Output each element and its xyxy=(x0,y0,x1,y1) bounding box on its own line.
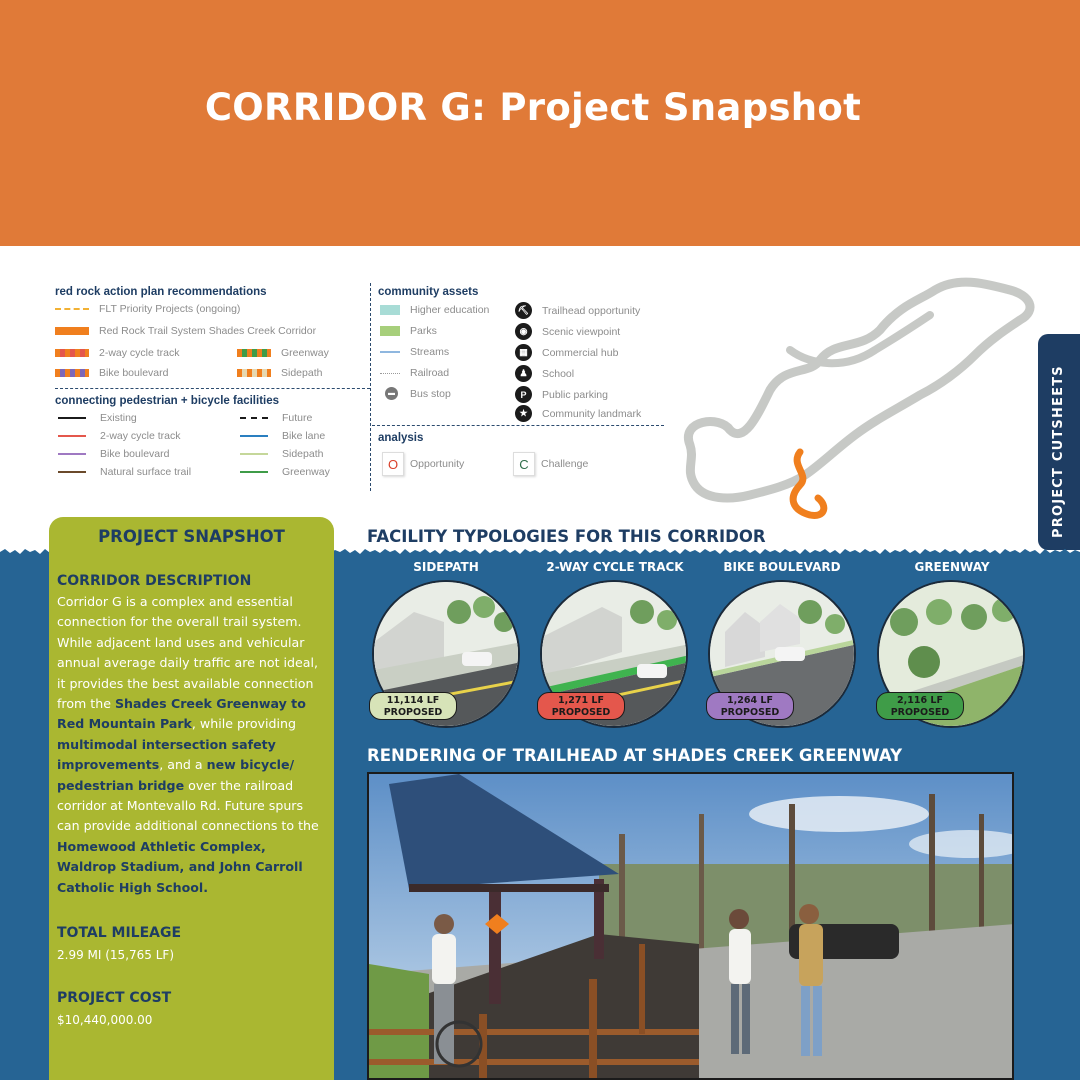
legend-item-streams: Streams xyxy=(380,346,449,358)
legend-item-red-rock-corridor: Red Rock Trail System Shades Creek Corridor xyxy=(55,325,316,337)
bike-lane-line xyxy=(240,435,268,437)
legend-heading-analysis: analysis xyxy=(378,432,424,444)
page-title: CORRIDOR G: Project Snapshot xyxy=(204,86,862,129)
legend-item-greenway: Greenway xyxy=(237,347,329,359)
typology-badge-sidepath: 11,114 LF PROPOSED xyxy=(369,692,457,720)
legend-item-commercial: ▦ Commercial hub xyxy=(515,344,618,361)
legend-item-connect-bike-boulevard: Bike boulevard xyxy=(58,448,169,460)
legend-item-trailhead: ⛏ Trailhead opportunity xyxy=(515,302,640,319)
trailhead-rendering xyxy=(367,772,1014,1080)
project-cost-value: $10,440,000.00 xyxy=(57,1013,153,1027)
cycle-track-line xyxy=(58,435,86,437)
opportunity-marker: O xyxy=(382,452,404,476)
school-icon: ♟ xyxy=(515,365,532,382)
legend-item-parks: Parks xyxy=(380,325,437,337)
total-mileage-heading: TOTAL MILEAGE xyxy=(57,925,182,941)
bus-stop-icon: ▬ xyxy=(385,387,398,400)
typology-badge-greenway: 2,116 LF PROPOSED xyxy=(876,692,964,720)
legend-item-connect-sidepath: Sidepath xyxy=(240,448,323,460)
hiker-icon: ⛏ xyxy=(515,302,532,319)
legend-item-bus-stop: ▬ Bus stop xyxy=(385,387,451,400)
sidepath-line xyxy=(240,453,268,455)
star-icon: ★ xyxy=(515,405,532,422)
legend-item-future: Future xyxy=(240,412,312,424)
legend-item-existing: Existing xyxy=(58,412,137,424)
parking-icon: P xyxy=(515,386,532,403)
facility-typologies-heading: FACILITY TYPOLOGIES FOR THIS CORRIDOR xyxy=(367,527,766,546)
greenway-swatch xyxy=(237,349,271,357)
legend-vertical-divider xyxy=(370,283,371,491)
eye-icon: ◉ xyxy=(515,323,532,340)
shop-icon: ▦ xyxy=(515,344,532,361)
typology-label-cycle-track: 2-WAY CYCLE TRACK xyxy=(546,560,684,574)
sidepath-swatch xyxy=(237,369,271,377)
legend-item-railroad: Railroad xyxy=(380,367,449,379)
legend-item-natural-trail: Natural surface trail xyxy=(58,466,191,478)
corridor-description-heading: CORRIDOR DESCRIPTION xyxy=(57,573,252,589)
corridor-description: Corridor G is a complex and essential connection for the overall trail system. While adjacent land uses and vehicular annual average daily traffic are not ideal, it provides the best available connection from the Shades Creek Greenway to Red Mountain Park, while providing multimodal intersection safety improvements, and a new bicycle/ pedestrian bridge over the railroad corridor at Montevallo Rd. Future spurs can provide additional connections to the Homewood Athletic Complex, Waldrop Stadium, and John Carroll Catholic High School. xyxy=(57,594,319,895)
legend-item-challenge: C Challenge xyxy=(513,452,588,476)
dashed-line-swatch xyxy=(55,308,89,310)
legend-item-opportunity: O Opportunity xyxy=(382,452,464,476)
legend-item-connect-cycle-track: 2-way cycle track xyxy=(58,430,181,442)
legend-heading-community: community assets xyxy=(378,286,479,298)
greenway-line xyxy=(240,471,268,473)
typology-label-bike-boulevard: BIKE BOULEVARD xyxy=(723,560,841,574)
natural-trail-line xyxy=(58,471,86,473)
legend-divider-analysis xyxy=(372,425,664,426)
streams-line xyxy=(380,351,400,353)
legend-item-bike-boulevard: Bike boulevard xyxy=(55,367,168,379)
legend-item-parking: P Public parking xyxy=(515,386,608,403)
legend-heading-red-rock: red rock action plan recommendations xyxy=(55,286,267,298)
challenge-marker: C xyxy=(513,452,535,476)
legend-item-flt-priority: FLT Priority Projects (ongoing) xyxy=(55,303,240,315)
typology-badge-cycle-track: 1,271 LF PROPOSED xyxy=(537,692,625,720)
railroad-line xyxy=(380,373,400,374)
parks-swatch xyxy=(380,326,400,336)
typology-badge-bike-boulevard: 1,264 LF PROPOSED xyxy=(706,692,794,720)
project-cost-heading: PROJECT COST xyxy=(57,990,172,1006)
legend-item-cycle-track: 2-way cycle track xyxy=(55,347,180,359)
legend-heading-connecting: connecting pedestrian + bicycle facilities xyxy=(55,395,280,407)
corridor-map xyxy=(660,270,1050,530)
existing-line xyxy=(58,417,86,419)
legend-item-scenic: ◉ Scenic viewpoint xyxy=(515,323,620,340)
orange-swatch xyxy=(55,327,89,335)
legend-item-sidepath: Sidepath xyxy=(237,367,322,379)
legend-divider xyxy=(55,388,370,389)
corridor-outline xyxy=(688,282,1030,498)
snapshot-title: PROJECT SNAPSHOT xyxy=(98,527,285,546)
legend-item-connect-greenway: Greenway xyxy=(240,466,330,478)
legend-item-higher-education: Higher education xyxy=(380,304,489,316)
bike-boulevard-line xyxy=(58,453,86,455)
legend-item-school: ♟ School xyxy=(515,365,574,382)
typology-label-sidepath: SIDEPATH xyxy=(413,560,479,574)
rendering-heading: RENDERING OF TRAILHEAD AT SHADES CREEK GREENWAY xyxy=(367,746,903,765)
project-cutsheets-label: PROJECT CUTSHEETS xyxy=(1051,365,1066,538)
typology-label-greenway: GREENWAY xyxy=(914,560,990,574)
higher-education-swatch xyxy=(380,305,400,315)
legend-item-landmark: ★ Community landmark xyxy=(515,405,641,422)
future-line xyxy=(240,417,268,419)
bike-boulevard-swatch xyxy=(55,369,89,377)
cycle-track-swatch xyxy=(55,349,89,357)
legend-item-bike-lane: Bike lane xyxy=(240,430,325,442)
total-mileage-value: 2.99 MI (15,765 LF) xyxy=(57,948,174,962)
